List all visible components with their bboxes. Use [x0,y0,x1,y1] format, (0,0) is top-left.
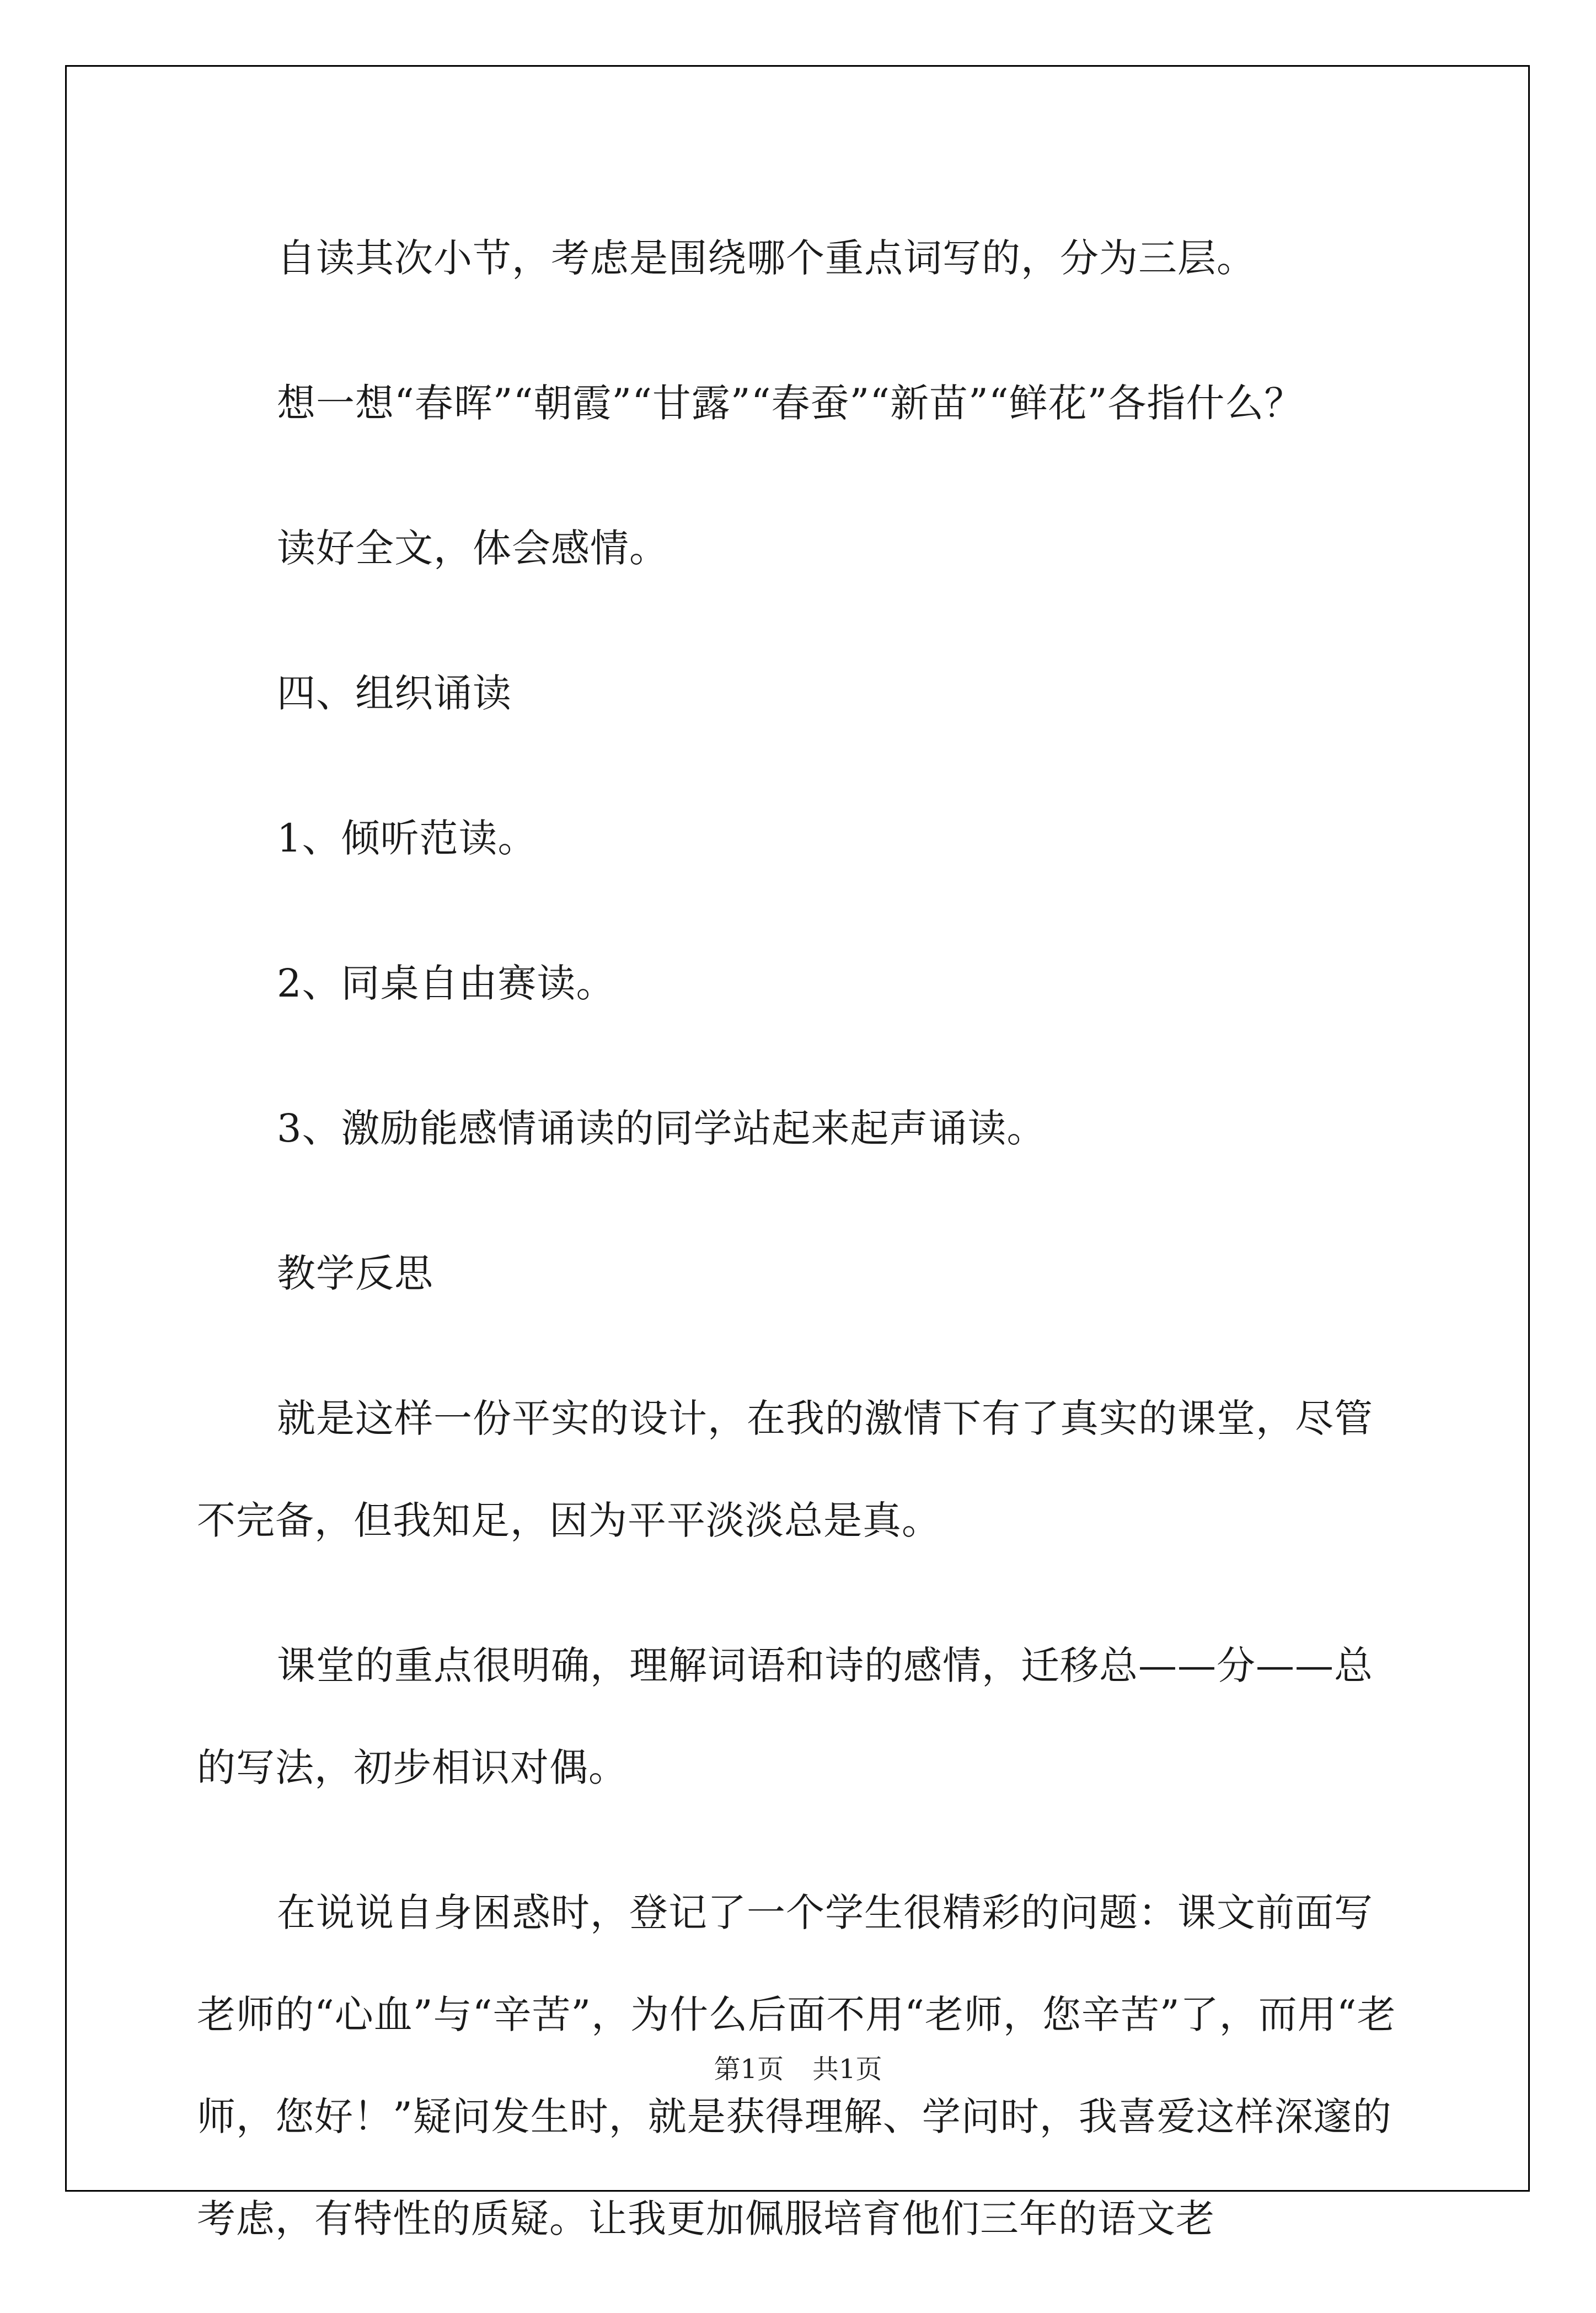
paragraph: 在说说自身困惑时，登记了一个学生很精彩的问题：课文前面写老师的“心血”与“辛苦”，为什么后面不用“老师，您辛苦”了，而用“老师，您好！”疑问发生时，就是获得理解、学问时，我喜爱这样深邃的考虑，有特性的质疑。让我更加佩服培育他们三年的语文老 [197,1890,1396,2241]
paragraph: 自读其次小节，考虑是围绕哪个重点词写的，分为三层。 [277,235,1256,281]
section-heading: 教学反思 [277,1251,433,1296]
page-footer [0,2053,1596,2086]
page-number: 第1页 [714,2054,784,2085]
paragraph: 就是这样一份平实的设计，在我的激情下有了真实的课堂，尽管不完备，但我知足，因为平平淡淡总是真。 [197,1396,1373,1543]
paragraph: 想一想“春晖”“朝霞”“甘露”“春蚕”“新苗”“鲜花”各指什么？ [277,381,1304,426]
list-item: 2、同桌自由赛读。 [277,961,615,1006]
paragraph: 课堂的重点很明确，理解词语和诗的感情，迁移总——分——总的写法，初步相识对偶。 [197,1643,1373,1790]
section-heading: 四、组织诵读 [277,671,512,716]
page-total: 共1页 [812,2054,882,2085]
document-body [197,207,1405,2313]
paragraph: 读好全文，体会感情。 [277,526,668,571]
list-item: 3、激励能感情诵读的同学站起来起声诵读。 [277,1106,1046,1151]
list-item: 1、倾听范读。 [277,816,537,861]
